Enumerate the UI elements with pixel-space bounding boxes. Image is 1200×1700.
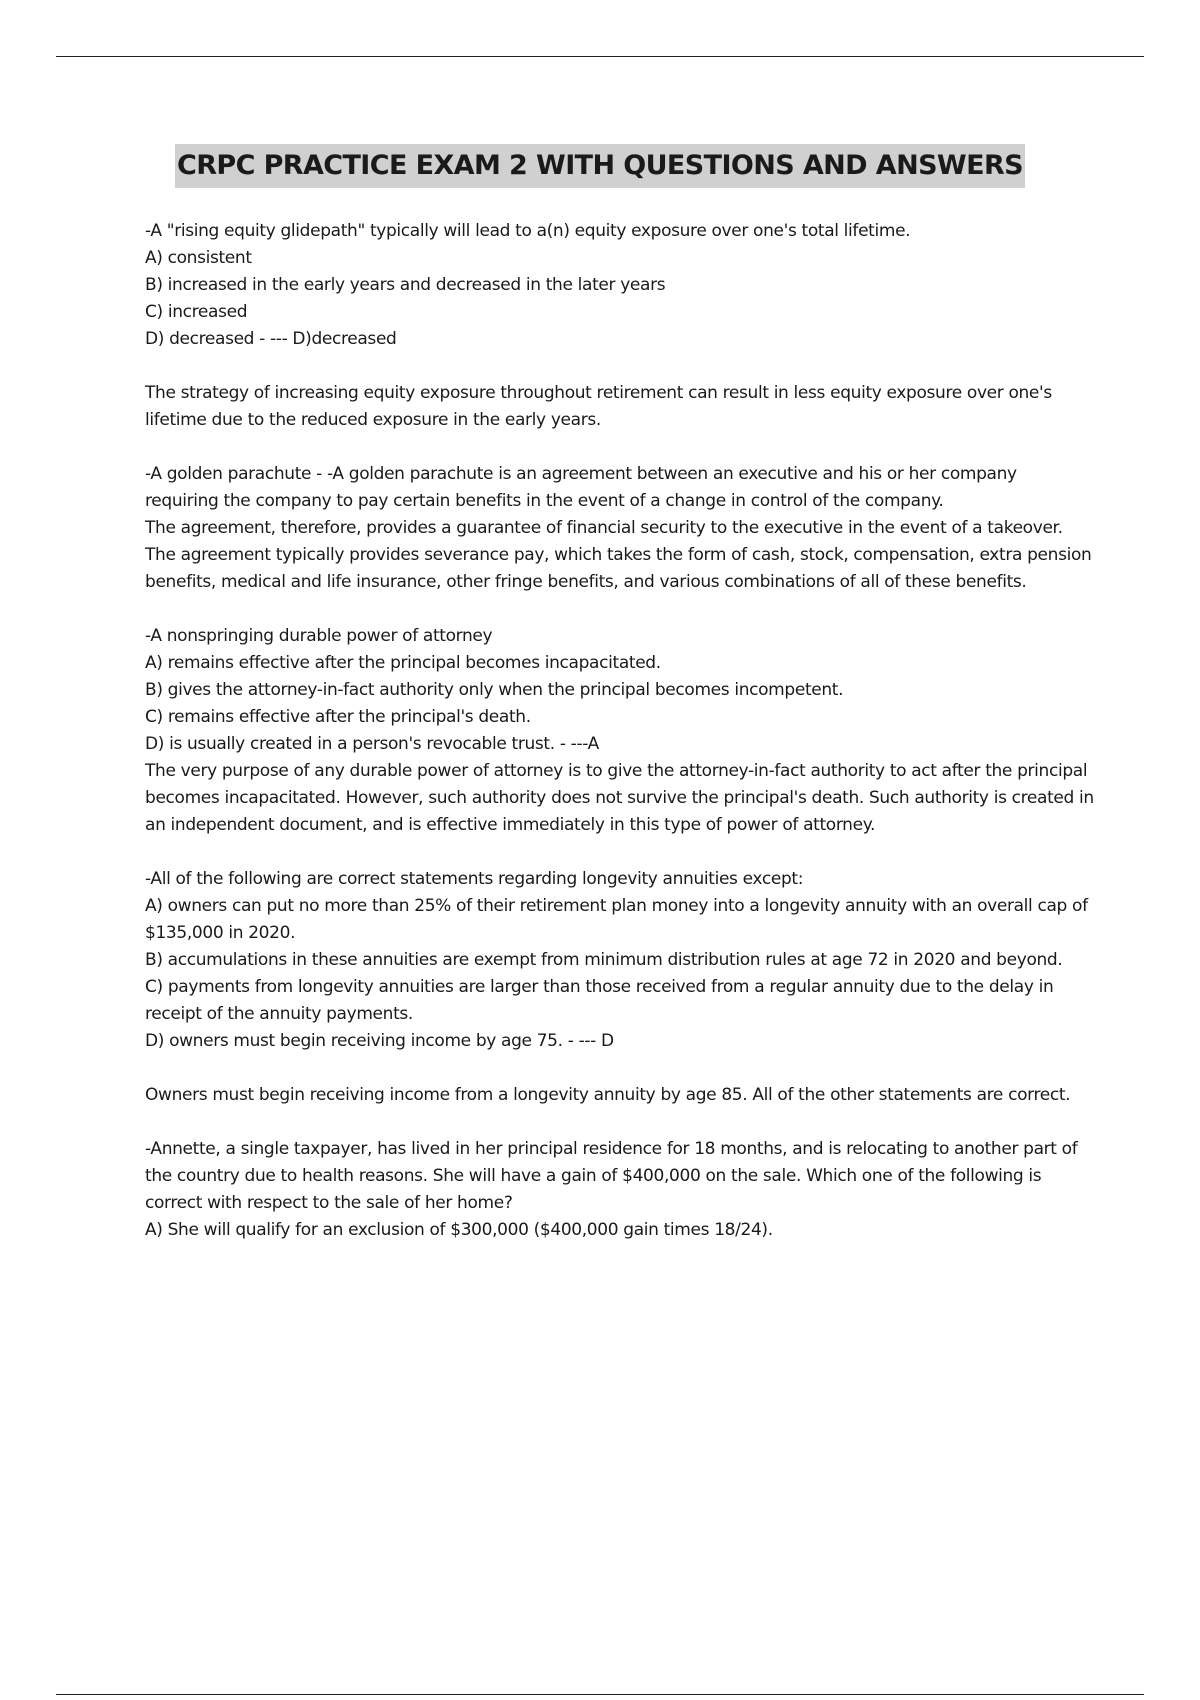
document-body xyxy=(145,218,1095,1244)
title-container xyxy=(0,144,1200,188)
question-text: -A golden parachute - -A golden parachute is an agreement between an executive and his or her company requiring the company to pay certain benefits in the event of a change in control of the company. xyxy=(145,464,1017,511)
answer-option: A) She will qualify for an exclusion of $300,000 ($400,000 gain times 18/24). xyxy=(145,1220,773,1240)
answer-option: D) owners must begin receiving income by age 75. - --- D xyxy=(145,1031,614,1051)
question-block xyxy=(145,623,1095,839)
document-title: CRPC PRACTICE EXAM 2 WITH QUESTIONS AND ANSWERS xyxy=(175,144,1025,188)
answer-option: B) accumulations in these annuities are exempt from minimum distribution rules at age 72 in 2020 and beyond. xyxy=(145,950,1063,970)
answer-option: D) decreased - --- D)decreased xyxy=(145,329,397,349)
question-block xyxy=(145,461,1095,596)
explanation-block xyxy=(145,380,1095,434)
answer-option: C) increased xyxy=(145,302,248,322)
question-text: -All of the following are correct statements regarding longevity annuities except: xyxy=(145,869,804,889)
answer-option: A) consistent xyxy=(145,248,252,268)
question-text: -A "rising equity glidepath" typically will lead to a(n) equity exposure over one's total lifetime. xyxy=(145,221,911,241)
paragraph-gap xyxy=(145,1109,1095,1136)
explanation-text: The agreement, therefore, provides a guarantee of financial security to the executive in the event of a takeover. xyxy=(145,518,1063,538)
explanation-text: The agreement typically provides severance pay, which takes the form of cash, stock, compensation, extra pension benefits, medical and life insurance, other fringe benefits, and various combinations of all of these benefits. xyxy=(145,545,1092,592)
paragraph-gap xyxy=(145,434,1095,461)
answer-option: C) payments from longevity annuities are larger than those received from a regular annuity due to the delay in receipt of the annuity payments. xyxy=(145,977,1054,1024)
answer-option: B) gives the attorney-in-fact authority only when the principal becomes incompetent. xyxy=(145,680,844,700)
question-block xyxy=(145,1136,1095,1244)
bottom-rule xyxy=(56,1694,1144,1695)
paragraph-gap xyxy=(145,839,1095,866)
question-block xyxy=(145,866,1095,1055)
answer-option: C) remains effective after the principal's death. xyxy=(145,707,531,727)
paragraph-gap xyxy=(145,1055,1095,1082)
explanation-block xyxy=(145,1082,1095,1109)
explanation-text: The strategy of increasing equity exposure throughout retirement can result in less equity exposure over one's lifetime due to the reduced exposure in the early years. xyxy=(145,383,1052,430)
answer-option: D) is usually created in a person's revocable trust. - ---A xyxy=(145,734,599,754)
top-rule xyxy=(56,56,1144,57)
answer-option: B) increased in the early years and decreased in the later years xyxy=(145,275,666,295)
explanation-text: Owners must begin receiving income from a longevity annuity by age 85. All of the other statements are correct. xyxy=(145,1085,1071,1105)
answer-option: A) owners can put no more than 25% of their retirement plan money into a longevity annuity with an overall cap of $135,000 in 2020. xyxy=(145,896,1088,943)
paragraph-gap xyxy=(145,353,1095,380)
explanation-text: The very purpose of any durable power of attorney is to give the attorney-in-fact authority to act after the principal becomes incapacitated. However, such authority does not survive the principal's death. Such authority is created in an independent document, and is effective immediately in this type of power of attorney. xyxy=(145,761,1094,835)
paragraph-gap xyxy=(145,596,1095,623)
question-block xyxy=(145,218,1095,353)
question-text: -Annette, a single taxpayer, has lived in her principal residence for 18 months, and is relocating to another part of the country due to health reasons. She will have a gain of $400,000 on the sale. Which one of the following is correct with respect to the sale of her home? xyxy=(145,1139,1078,1213)
answer-option: A) remains effective after the principal becomes incapacitated. xyxy=(145,653,661,673)
question-text: -A nonspringing durable power of attorney xyxy=(145,626,493,646)
